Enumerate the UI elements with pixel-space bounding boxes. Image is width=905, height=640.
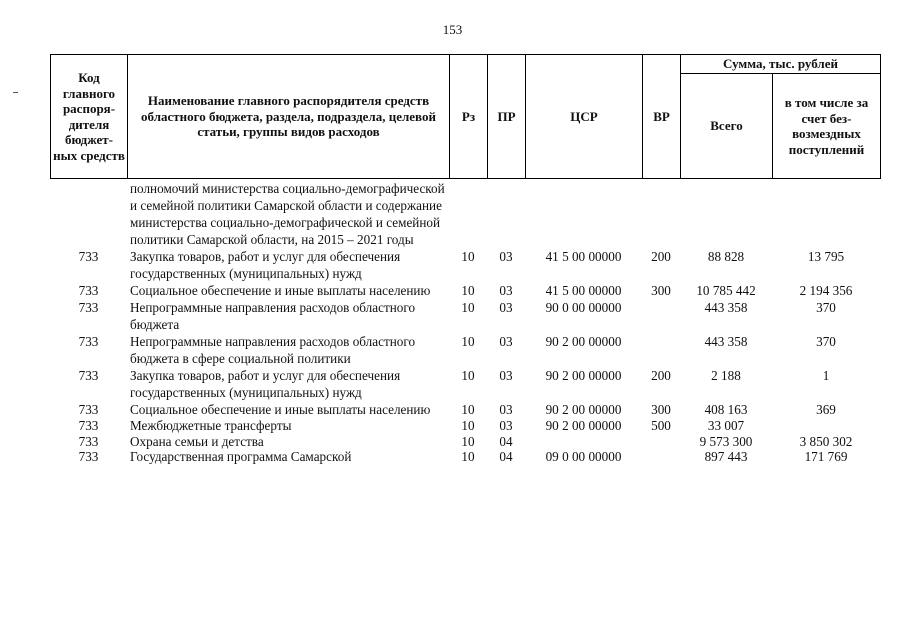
cell-rz: 10 xyxy=(461,402,475,417)
cell-code: 733 xyxy=(78,334,99,349)
cell-pr: 03 xyxy=(499,283,513,298)
cell-pr: 03 xyxy=(499,300,513,315)
cell-free: 369 xyxy=(816,402,836,417)
cell-pr: 04 xyxy=(499,433,513,449)
cell-free: 370 xyxy=(816,334,836,349)
cell-pr xyxy=(487,180,525,248)
cell-total: 88 828 xyxy=(707,249,745,264)
table-row xyxy=(50,434,880,450)
cell-name: Социальное обеспечение и иные выплаты населению xyxy=(130,283,431,298)
cell-total: 10 785 442 xyxy=(696,283,756,298)
table-row xyxy=(50,248,880,282)
cell-code: 733 xyxy=(78,368,99,383)
cell-total: 408 163 xyxy=(704,402,748,417)
cell-name: полномочий министерства социально-демографической и семейной политики Самарской области и содержание министерства социально-демографической и семейной политики Самарской области, на 2015 – 2021 годы xyxy=(130,181,445,247)
cell-code xyxy=(50,180,127,248)
cell-total: 897 443 xyxy=(704,449,748,464)
header-csr: ЦСР xyxy=(526,55,643,179)
cell-vr: 300 xyxy=(651,402,671,417)
cell-rz: 10 xyxy=(461,433,475,449)
cell-name: Закупка товаров, работ и услуг для обеспечения государственных (муниципальных) нужд xyxy=(130,249,401,281)
cell-csr: 90 0 00 00000 xyxy=(545,300,622,315)
cell-name: Социальное обеспечение и иные выплаты населению xyxy=(130,402,431,417)
table-row xyxy=(50,367,880,401)
cell-code: 733 xyxy=(78,418,99,433)
cell-free xyxy=(772,180,880,248)
table-row xyxy=(50,401,880,418)
cell-total: 33 007 xyxy=(707,418,745,433)
cell-rz xyxy=(449,180,487,248)
table-row xyxy=(50,449,880,465)
header-vr: ВР xyxy=(643,55,681,179)
cell-code: 733 xyxy=(78,300,99,315)
cell-total: 9 573 300 xyxy=(699,433,753,449)
cell-vr xyxy=(642,449,680,465)
cell-rz: 10 xyxy=(461,368,475,383)
cell-free: 13 795 xyxy=(807,249,845,264)
cell-csr: 90 2 00 00000 xyxy=(545,368,622,383)
cell-total: 2 188 xyxy=(711,368,741,383)
header-pr: ПР xyxy=(488,55,526,179)
cell-pr: 03 xyxy=(499,402,513,417)
cell-vr: 300 xyxy=(651,283,671,298)
cell-total: 443 358 xyxy=(704,334,748,349)
cell-code: 733 xyxy=(78,249,99,264)
cell-vr xyxy=(642,333,680,367)
cell-csr: 41 5 00 00000 xyxy=(545,283,622,298)
cell-pr: 03 xyxy=(499,418,513,433)
header-code: Код главного распоря-дителя бюджет-ных средств xyxy=(51,55,128,179)
cell-free: 370 xyxy=(816,300,836,315)
cell-vr xyxy=(642,434,680,450)
header-rz: Рз xyxy=(450,55,488,179)
cell-rz: 10 xyxy=(461,418,475,433)
cell-rz: 10 xyxy=(461,300,475,315)
cell-csr: 90 2 00 00000 xyxy=(545,418,622,433)
table-header xyxy=(50,54,881,179)
cell-code: 733 xyxy=(78,449,99,464)
cell-vr: 200 xyxy=(651,249,671,264)
cell-vr: 200 xyxy=(651,368,671,383)
cell-vr xyxy=(642,180,680,248)
cell-free: 2 194 356 xyxy=(799,283,853,298)
cell-rz: 10 xyxy=(461,249,475,264)
cell-name: Государственная программа Самарской xyxy=(130,449,352,464)
cell-free xyxy=(772,418,880,434)
table-row xyxy=(50,282,880,299)
margin-mark xyxy=(13,92,18,93)
cell-csr: 09 0 00 00000 xyxy=(545,449,622,464)
cell-vr xyxy=(642,299,680,333)
header-name: Наименование главного распорядителя средств областного бюджета, раздела, подраздела, целевой статьи, группы видов расходов xyxy=(128,55,450,179)
cell-rz: 10 xyxy=(461,283,475,298)
cell-name: Непрограммные направления расходов областного бюджета xyxy=(130,300,416,332)
cell-pr: 03 xyxy=(499,368,513,383)
cell-name: Охрана семьи и детства xyxy=(130,433,264,449)
header-free: в том числе за счет без-возмездных поступлений xyxy=(773,74,881,179)
page-number: 153 xyxy=(442,22,463,37)
cell-name: Непрограммные направления расходов областного бюджета в сфере социальной политики xyxy=(130,334,416,366)
cell-rz: 10 xyxy=(461,334,475,349)
cell-rz: 10 xyxy=(461,449,475,464)
table-row xyxy=(50,180,880,248)
table-row xyxy=(50,299,880,333)
cell-vr: 500 xyxy=(651,418,671,433)
cell-csr xyxy=(525,180,642,248)
cell-csr xyxy=(525,434,642,450)
cell-free: 3 850 302 xyxy=(799,433,853,449)
cell-free: 1 xyxy=(822,368,830,383)
cell-code: 733 xyxy=(78,283,99,298)
cell-name: Межбюджетные трансферты xyxy=(130,418,292,433)
header-sum-group: Сумма, тыс. рублей xyxy=(681,55,881,74)
cell-name: Закупка товаров, работ и услуг для обеспечения государственных (муниципальных) нужд xyxy=(130,368,401,400)
table-row xyxy=(50,333,880,367)
cell-total: 443 358 xyxy=(704,300,748,315)
cell-total xyxy=(680,180,772,248)
cell-pr: 03 xyxy=(499,249,513,264)
cell-csr: 90 2 00 00000 xyxy=(545,334,622,349)
cell-pr: 03 xyxy=(499,334,513,349)
cell-csr: 90 2 00 00000 xyxy=(545,402,622,417)
table-body xyxy=(50,180,880,465)
cell-code: 733 xyxy=(78,433,99,449)
cell-pr: 04 xyxy=(499,449,513,464)
header-total: Всего xyxy=(681,74,773,179)
cell-csr: 41 5 00 00000 xyxy=(545,249,622,264)
cell-code: 733 xyxy=(78,402,99,417)
table-row xyxy=(50,418,880,434)
cell-free: 171 769 xyxy=(804,449,848,464)
